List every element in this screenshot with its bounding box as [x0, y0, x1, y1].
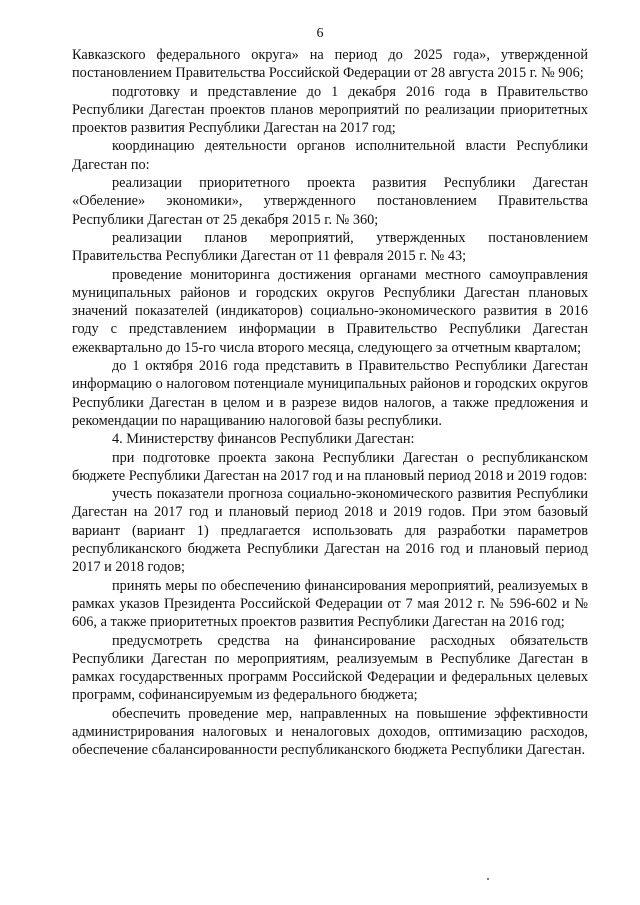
paragraph-continuation: Кавказского федерального округа» на период до 2025 года», утвержденной постановлением Правительства Российской Федерации от 28 августа 2015 г. № 906;	[72, 47, 588, 82]
page-number: 6	[316, 26, 324, 41]
paragraph: проведение мониторинга достижения органами местного самоуправления муниципальных районов и городских округов Республики Дагестан плановых значений показателей (индикаторов) социально-экономического развития в 2016 году с представлением информации в Правительство Республики Дагестан ежеквартально до 15-го числа второго месяца, следующего за отчетным кварталом;	[72, 266, 588, 356]
paragraph: координацию деятельности органов исполнительной власти Республики Дагестан по:	[72, 138, 588, 173]
paragraph: при подготовке проекта закона Республики Дагестан о республиканском бюджете Республики Дагестан на 2017 год и на плановый период 2018 и 2019 годов:	[72, 449, 588, 484]
paragraph: принять меры по обеспечению финансирования мероприятий, реализуемых в рамках указов Президента Российской Федерации от 7 мая 2012 г. № 596-602 и № 606, а также приоритетных проектов развития Республики Дагестан на 2016 год;	[72, 577, 588, 631]
scan-speck	[487, 878, 489, 880]
document-body	[72, 46, 588, 760]
paragraph: реализации приоритетного проекта развития Республики Дагестан «Обеление» экономики», утвержденного постановлением Правительства Республики Дагестан от 25 декабря 2015 г. № 360;	[72, 175, 588, 228]
paragraph: обеспечить проведение мер, направленных на повышение эффективности администрирования налоговых и неналоговых доходов, оптимизацию расходов, обеспечение сбалансированности республиканского бюджета Республики Дагестан.	[72, 705, 588, 759]
paragraph: до 1 октября 2016 года представить в Правительство Республики Дагестан информацию о налоговом потенциале муниципальных районов и городских округов Республики Дагестан в целом и в разрезе видов налогов, а также предложения и рекомендации по наращиванию налоговой базы республики.	[72, 358, 588, 429]
paragraph: реализации планов мероприятий, утвержденных постановлением Правительства Республики Дагестан от 11 февраля 2015 г. № 43;	[72, 229, 588, 265]
paragraph: подготовку и представление до 1 декабря 2016 года в Правительство Республики Дагестан проектов планов мероприятий по реализации приоритетных проектов развития Республики Дагестан на 2017 год;	[72, 83, 588, 137]
paragraph: учесть показатели прогноза социально-экономического развития Республики Дагестан на 2017 год и плановый период 2018 и 2019 годов. При этом базовый вариант (вариант 1) предлагается использовать для разработки параметров республиканского бюджета Республики Дагестан на 2016 год и плановый период 2017 и 2018 годов;	[72, 486, 588, 576]
paragraph: предусмотреть средства на финансирование расходных обязательств Республики Дагестан по мероприятиям, реализуемым в Республике Дагестан в рамках государственных программ Российской Федерации и федеральных целевых программ, софинансируемым из федерального бюджета;	[72, 632, 588, 704]
section-heading: 4. Министерству финансов Республики Дагестан:	[112, 431, 415, 448]
